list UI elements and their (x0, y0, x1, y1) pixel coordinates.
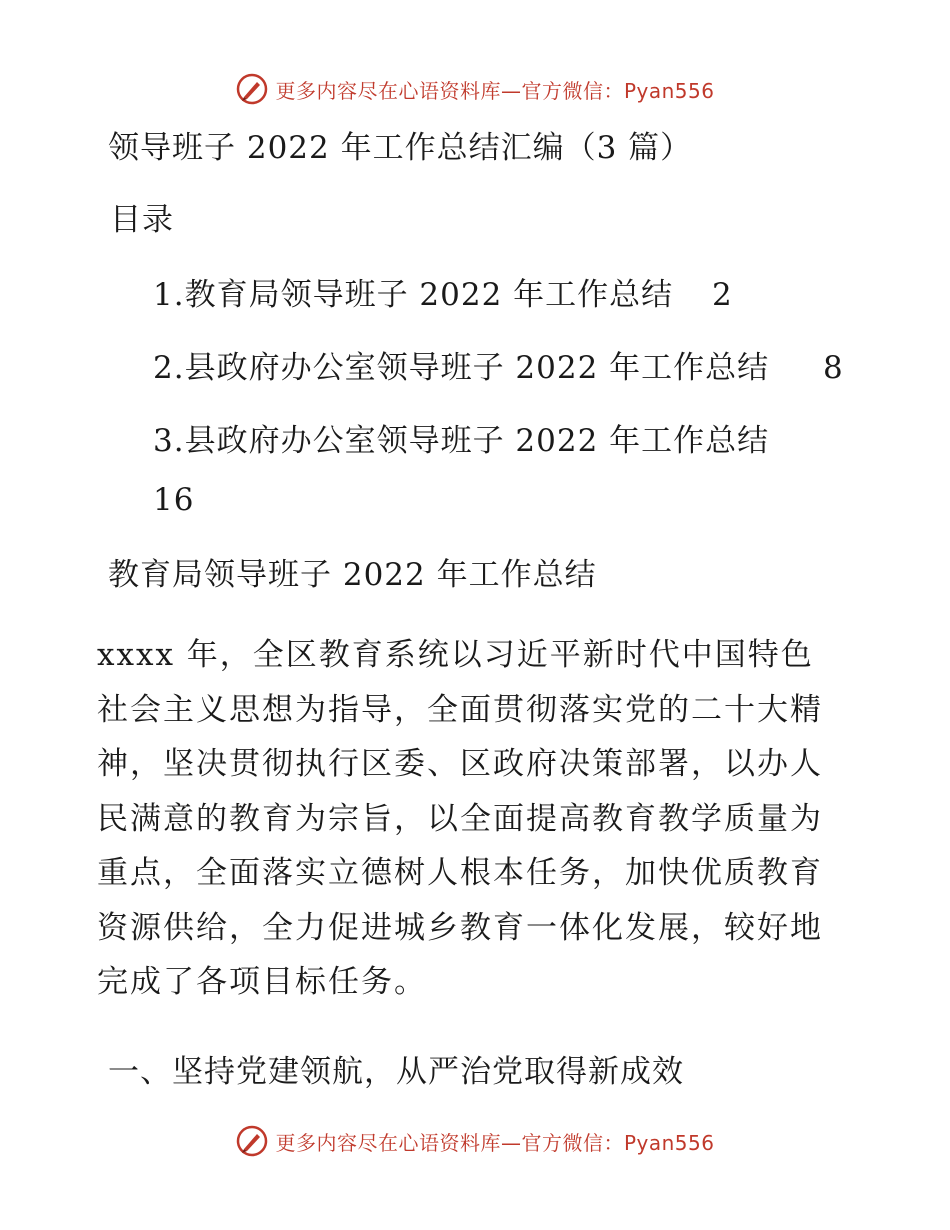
body-paragraph (97, 628, 857, 1010)
paragraph-line: 资源供给，全力促进城乡教育一体化发展，较好地 (97, 909, 823, 946)
toc-item-label: 1.教育局领导班子 2022 年工作总结 (153, 277, 674, 313)
watermark-text: 更多内容尽在心语资料库—官方微信：Pyan556 (275, 1130, 715, 1155)
toc-item-page: 2 (712, 277, 733, 313)
paragraph-line: 社会主义思想为指导，全面贯彻落实党的二十大精 (97, 691, 823, 728)
toc-item[interactable] (153, 348, 769, 388)
toc-item[interactable] (153, 275, 673, 315)
pen-logo-icon (235, 1124, 269, 1158)
toc-item-label: 3.县政府办公室领导班子 2022 年工作总结 (153, 423, 770, 459)
paragraph-line: 重点，全面落实立德树人根本任务，加快优质教育 (97, 855, 823, 891)
paragraph-line: xxxx 年，全区教育系统以习近平新时代中国特色 (97, 637, 814, 673)
watermark-text: 更多内容尽在心语资料库—官方微信：Pyan556 (275, 78, 715, 103)
toc-item-label: 2.县政府办公室领导班子 2022 年工作总结 (153, 350, 770, 386)
toc-item[interactable] (153, 421, 769, 461)
paragraph-line: 完成了各项目标任务。 (97, 964, 427, 1000)
toc-item-page: 16 (153, 482, 195, 518)
toc-heading: 目录 (110, 202, 174, 238)
paragraph-line: 神，坚决贯彻执行区委、区政府决策部署，以办人 (97, 746, 823, 782)
pen-logo-icon (235, 72, 269, 106)
paragraph-line: 民满意的教育为宗旨，以全面提高教育教学质量为 (97, 800, 823, 837)
watermark-header (0, 72, 950, 106)
section-heading-1: 一、坚持党建领航，从严治党取得新成效 (108, 1054, 684, 1090)
section-title: 教育局领导班子 2022 年工作总结 (108, 557, 597, 593)
toc-item-page: 8 (823, 350, 844, 386)
watermark-footer (0, 1124, 950, 1158)
document-title: 领导班子 2022 年工作总结汇编（3 篇） (108, 130, 693, 166)
